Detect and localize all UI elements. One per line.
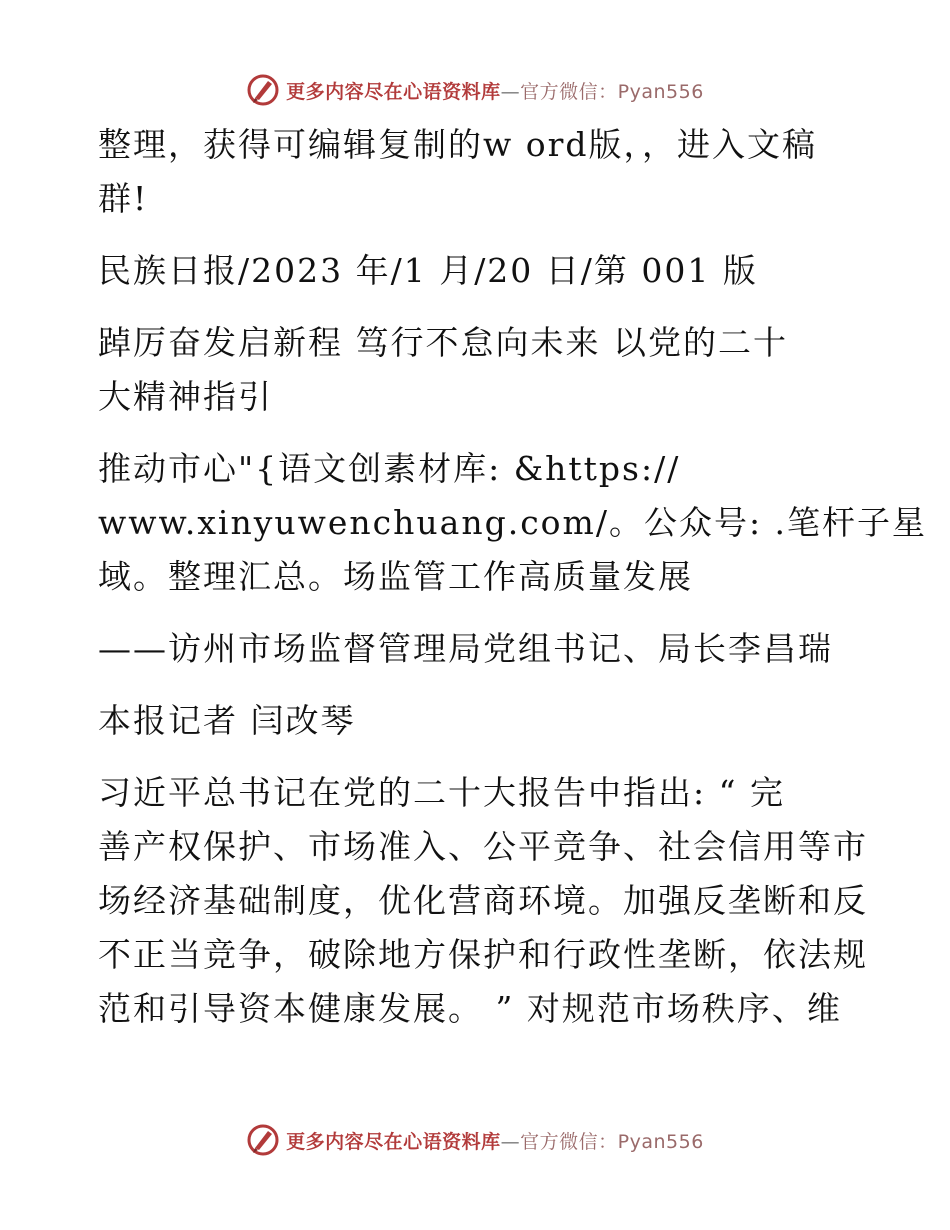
paragraph-gap bbox=[98, 748, 858, 766]
banner-wechat-text: 官方微信：Pyan556 bbox=[520, 1130, 704, 1153]
banner-main-text: 更多内容尽在心语资料库 bbox=[286, 1130, 501, 1153]
text-line: 整理，获得可编辑复制的w ord版，，进入文稿 bbox=[98, 125, 818, 164]
quill-pen-icon bbox=[246, 73, 280, 107]
text-line: 群! bbox=[98, 179, 149, 218]
paragraph-gap bbox=[98, 298, 858, 316]
text-line: 场经济基础制度，优化营商环境。加强反垄断和反 bbox=[98, 881, 868, 920]
paragraph-gap bbox=[98, 676, 858, 694]
text-line: 大精神指引 bbox=[98, 377, 273, 416]
paragraph-gap bbox=[98, 604, 858, 622]
paragraph-gap bbox=[98, 226, 858, 244]
document-body bbox=[98, 118, 928, 1036]
quill-pen-icon bbox=[246, 1123, 280, 1157]
header-banner bbox=[0, 70, 950, 110]
text-line: 习近平总书记在党的二十大报告中指出: “ 完 bbox=[98, 773, 785, 812]
banner-wechat-text: 官方微信：Pyan556 bbox=[520, 80, 704, 103]
text-line: www.xinyuwenchuang.com/。公众号: .笔杆子星 bbox=[98, 503, 928, 542]
text-line: 不正当竞争，破除地方保护和行政性垄断，依法规 bbox=[98, 935, 868, 974]
banner-text bbox=[286, 1127, 704, 1154]
banner-separator: — bbox=[500, 80, 521, 103]
banner-text bbox=[286, 77, 704, 104]
text-line: 民族日报/2023 年/1 月/20 日/第 001 版 bbox=[98, 251, 758, 290]
paragraph-gap bbox=[98, 424, 858, 442]
text-line: 范和引导资本健康发展。 ” 对规范市场秩序、维 bbox=[98, 989, 842, 1028]
text-line: 本报记者 闫改琴 bbox=[98, 701, 356, 740]
banner-separator: — bbox=[500, 1130, 521, 1153]
text-line: 踔厉奋发启新程 笃行不怠向未来 以党的二十 bbox=[98, 323, 788, 362]
footer-banner bbox=[0, 1120, 950, 1160]
text-line: ——访州市场监督管理局党组书记、局长李昌瑞 bbox=[98, 629, 833, 668]
banner-main-text: 更多内容尽在心语资料库 bbox=[286, 80, 501, 103]
text-line: 善产权保护、市场准入、公平竞争、社会信用等市 bbox=[98, 827, 868, 866]
text-line: 域。整理汇总。场监管工作高质量发展 bbox=[98, 557, 693, 596]
text-line: 推动市心"{语文创素材库: &https:// bbox=[98, 449, 681, 488]
